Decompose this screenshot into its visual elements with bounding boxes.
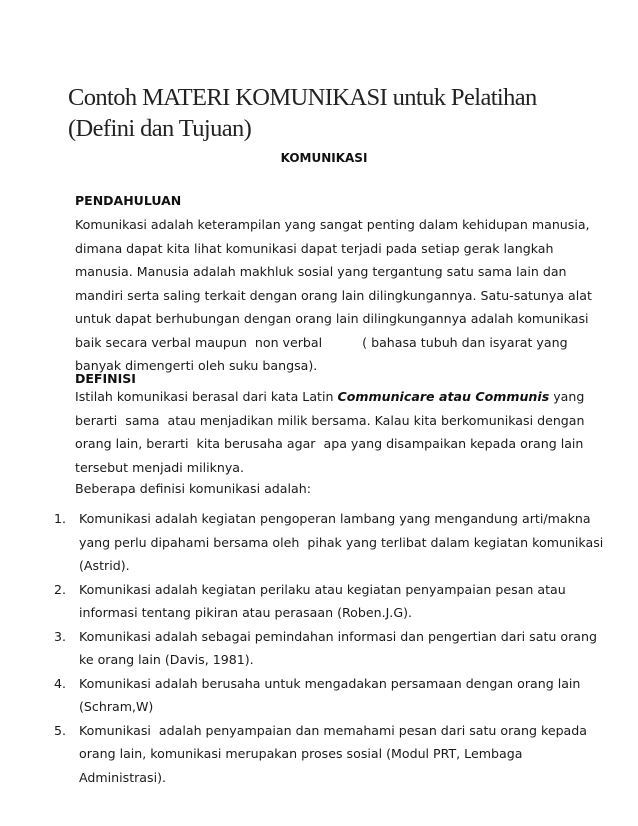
paragraph-line: Komunikasi adalah keterampilan yang sangat penting dalam kehidupan manusia, (75, 217, 590, 232)
section-label-definisi: DEFINISI (75, 371, 136, 386)
list-item-line: (Schram,W) (79, 699, 154, 714)
list-number: 4. (54, 675, 67, 691)
list-number: 2. (54, 581, 67, 597)
list-item-line: informasi tentang pikiran atau perasaan (Roben.J.G). (79, 605, 412, 620)
paragraph-line: baik secara verbal maupun non verbal ( bahasa tubuh dan isyarat yang (75, 334, 568, 350)
paragraph-line: tersebut menjadi miliknya. (75, 459, 245, 475)
definisi-line1-before: Istilah komunikasi berasal dari kata Latin (75, 389, 338, 404)
list-item (0, 507, 604, 578)
list-number: 1. (54, 511, 67, 526)
document-title (68, 82, 588, 144)
paragraph-line: mandiri serta saling terkait dengan orang lain dilingkungannya. Satu-satunya alat (75, 287, 592, 303)
definitions-list (0, 507, 604, 789)
paragraph-pendahuluan (75, 213, 592, 378)
list-item-line: ke orang lain (Davis, 1981). (79, 652, 254, 667)
definisi-line1-after: yang (549, 389, 585, 404)
paragraph-line: orang lain, berarti kita berusaha agar apa yang disampaikan kepada orang lain (75, 436, 584, 451)
center-heading: KOMUNIKASI (280, 151, 368, 165)
list-item (0, 719, 600, 790)
list-item-line: yang perlu dipahami bersama oleh pihak yang terlibat dalam kegiatan komunikasi (79, 534, 604, 550)
paragraph-line: untuk dapat berhubungan dengan orang lain dilingkungannya adalah komunikasi (75, 311, 589, 326)
list-item (0, 672, 600, 719)
list-number: 5. (54, 722, 67, 738)
title-line-2: (Defini dan Tujuan) (68, 115, 252, 142)
list-item-line: Komunikasi adalah penyampaian dan memahami pesan dari satu orang kepada (79, 722, 587, 738)
list-item-line: Komunikasi adalah kegiatan perilaku atau kegiatan penyampaian pesan atau (79, 581, 566, 597)
paragraph-line (75, 385, 585, 409)
title-line-1: Contoh MATERI KOMUNIKASI untuk Pelatihan (68, 84, 537, 111)
paragraph-definisi (75, 385, 585, 479)
paragraph-line: berarti sama atau menjadikan milik bersama. Kalau kita berkomunikasi dengan (75, 412, 585, 428)
paragraph-line: banyak dimengerti oleh suku bangsa). (75, 358, 318, 373)
definitions-intro: Beberapa definisi komunikasi adalah: (75, 481, 311, 496)
list-item-line: Komunikasi adalah sebagai pemindahan informasi dan pengertian dari satu orang (79, 628, 597, 644)
latin-term: Communicare atau Communis (337, 389, 550, 404)
section-label-pendahuluan: PENDAHULUAN (75, 193, 182, 208)
list-number: 3. (54, 628, 67, 644)
list-item (0, 625, 600, 672)
list-item-line: (Astrid). (79, 558, 130, 573)
list-item (0, 578, 600, 625)
list-item-line: orang lain, komunikasi merupakan proses sosial (Modul PRT, Lembaga (79, 746, 523, 761)
paragraph-line: dimana dapat kita lihat komunikasi dapat terjadi pada setiap gerak langkah (75, 240, 554, 256)
list-item-line: Komunikasi adalah kegiatan pengoperan lambang yang mengandung arti/makna (79, 511, 591, 526)
paragraph-line: manusia. Manusia adalah makhluk sosial yang tergantung satu sama lain dan (75, 264, 567, 279)
list-item-line: Komunikasi adalah berusaha untuk mengadakan persamaan dengan orang lain (79, 675, 581, 691)
list-item-line: Administrasi). (79, 769, 167, 785)
